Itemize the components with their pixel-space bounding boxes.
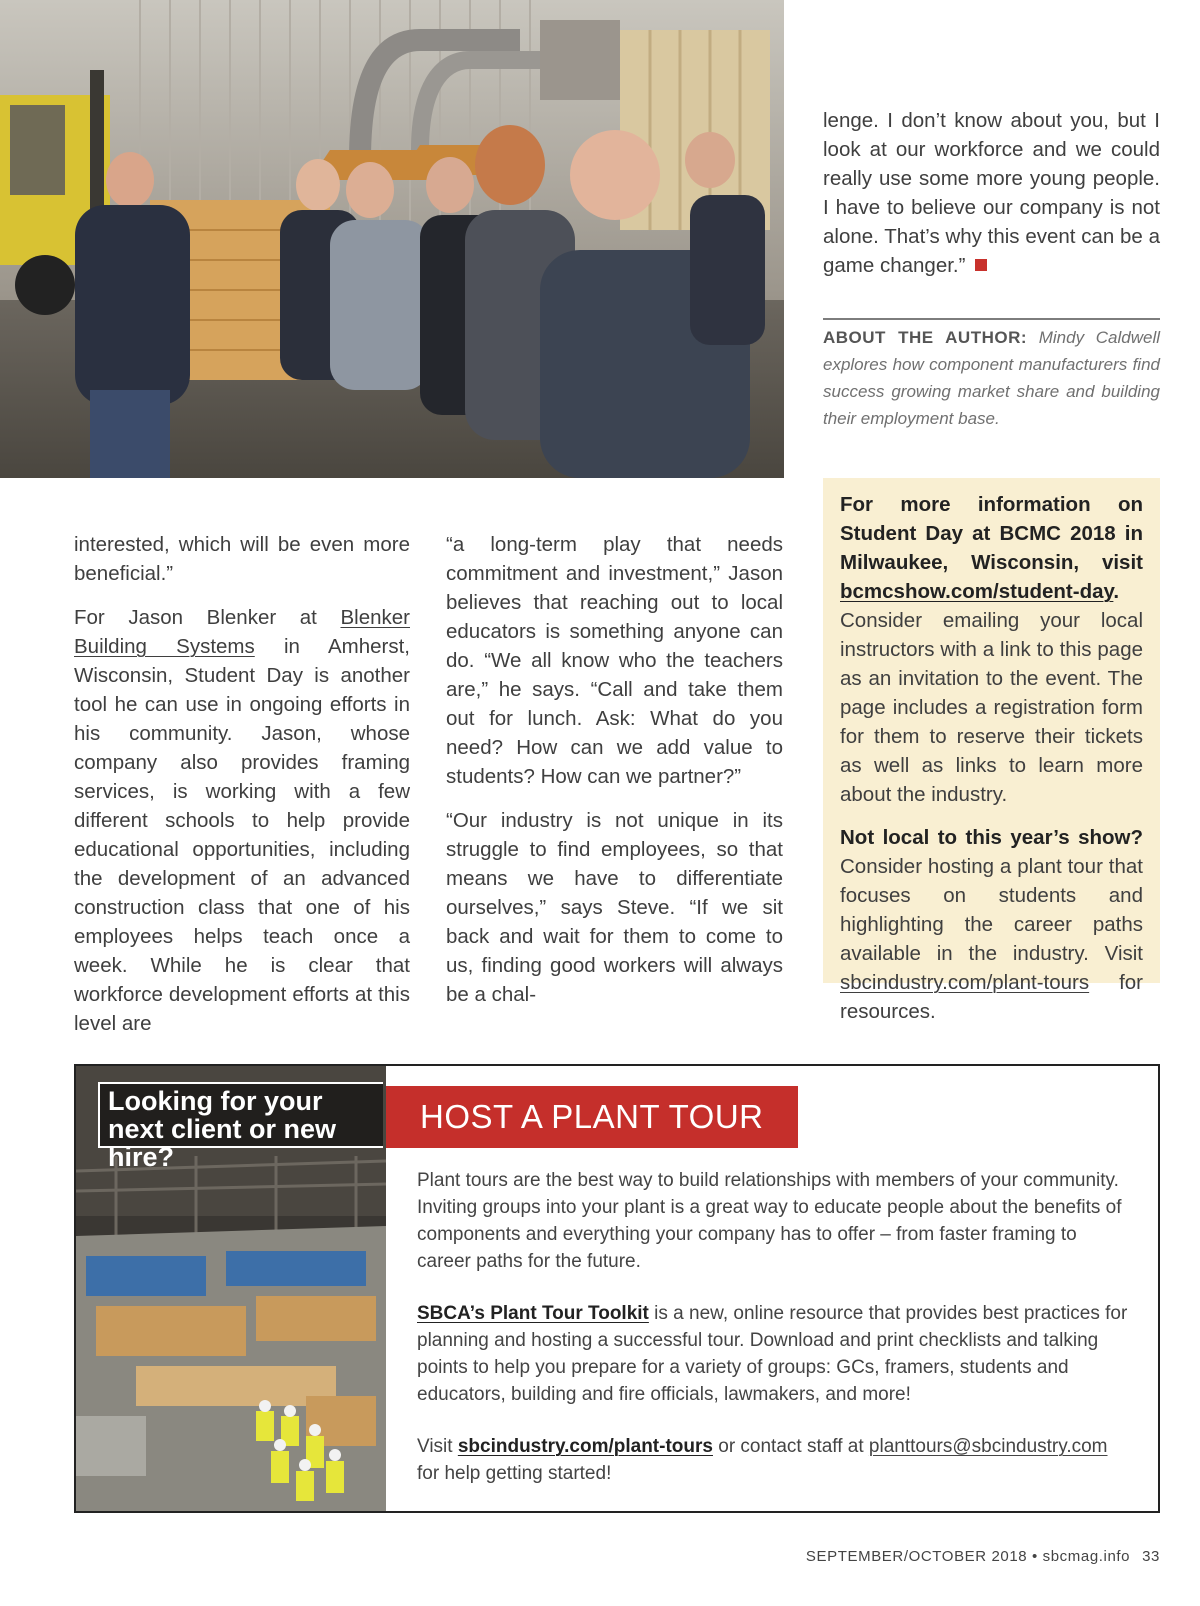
host-plant-tour-ad (74, 1064, 1160, 1513)
col2-paragraph-2: “Our industry is not unique in its struggle to find employees, so that means we have to differentiate ourselves,” says Steve. “If we sit back and wait for them to come to us, finding good workers will always be a chal- (446, 809, 783, 1006)
ad-plant-tours-link[interactable]: sbcindustry.com/plant-tours (457, 1436, 713, 1457)
ad-p3-pre: Visit (417, 1436, 458, 1457)
blenker-building-systems-link[interactable]: Blenker Building Systems (74, 606, 410, 658)
ad-body (417, 1167, 1132, 1512)
sidebar-p2-bold: Not local to this year’s show? (840, 826, 1143, 849)
sidebar-p1-bold: For more information on Student Day at BCMC 2018 in Milwaukee, Wisconsin, visit (840, 493, 1143, 574)
sbcindustry-plant-tours-link[interactable]: sbcindustry.com/plant-tours (840, 971, 1090, 994)
col1-paragraph-2 (74, 603, 410, 1038)
ad-p2-rest: is a new, online resource that provides best practices for planning and hosting a successful tour. Download and print checklists and talking points to help you prepare for a variety of groups: GCs, framers, students and educators, building and fire officials, lawmakers, and more! (417, 1303, 1128, 1405)
sidebar-paragraph-2 (840, 823, 1143, 1026)
article-column-3 (823, 106, 1160, 295)
sidebar-p1-dot: . (1113, 580, 1120, 603)
col2-paragraph-1: “a long-term play that needs commitment and investment,” Jason believes that reaching out to local educators is something anyone can do. “We all know who the teachers are,” he says. “Call and take them out for lunch. Ask: What do you need? How can we add value to students? How can we partner?” (446, 533, 783, 788)
author-label: ABOUT THE AUTHOR: (823, 328, 1028, 347)
ad-p3-post: for help getting started! (417, 1463, 612, 1484)
host-plant-tour-banner: HOST A PLANT TOUR (386, 1086, 798, 1148)
sidebar-p2-post: for resources. (840, 971, 1143, 1023)
col1-paragraph-1: interested, which will be even more beneficial.” (74, 533, 410, 585)
article-column-2 (446, 530, 783, 1024)
ad-paragraph-3 (417, 1433, 1132, 1487)
footer-issue: SEPTEMBER/OCTOBER 2018 • sbcmag.info (805, 1548, 1131, 1565)
author-text: Mindy Caldwell explores how component manufacturers find success growing market share and building their employment base. (823, 328, 1160, 428)
ad-paragraph-1: Plant tours are the best way to build relationships with members of your community. Inviting groups into your plant is a great way to educate people about the benefits of components and everything your company has to offer – from faster framing to career paths for the future. (417, 1170, 1122, 1272)
article-column-1 (74, 530, 410, 1053)
sidebar-paragraph-1 (840, 490, 1143, 809)
student-day-sidebar (823, 478, 1160, 1023)
students-photo-illustration (0, 0, 784, 478)
col3-text: lenge. I don’t know about you, but I look at our workforce and we could really use some more young people. I have to believe our company is not alone. That’s why this event can be a game changer.” (823, 109, 1160, 277)
page-number: 33 (1142, 1548, 1160, 1565)
col3-paragraph (823, 106, 1160, 280)
ad-p3-mid: or contact staff at (712, 1436, 869, 1457)
ad-callout-text: Looking for your next client or new hire? (98, 1082, 383, 1148)
col1-p2-post: in Amherst, Wisconsin, Student Day is another tool he can use in ongoing efforts in his community. Jason, whose company also provides framing services, is working with a few different schools to help provide educational opportunities, including the development of an advanced construction class that one of his employees helps teach once a week. While he is clear that workforce development efforts at this level are (74, 635, 410, 1035)
ad-paragraph-2 (417, 1300, 1132, 1408)
col1-p2-pre: For Jason Blenker at (74, 606, 341, 629)
article-photo-students (0, 0, 784, 478)
sidebar-p2-pre: Consider hosting a plant tour that focuses on students and highlighting the career paths available in the industry. Visit (840, 855, 1143, 965)
about-the-author (823, 318, 1160, 432)
plant-tour-toolkit-link[interactable]: SBCA’s Plant Tour Toolkit (417, 1303, 649, 1324)
article-end-mark (975, 259, 987, 271)
planttours-email-link[interactable]: planttours@sbcindustry.com (868, 1436, 1108, 1457)
sidebar-p1-rest: Consider emailing your local instructors with a link to this page as an invitation to the event. The page includes a registration form for them to reserve their tickets as well as links to learn more about the industry. (840, 609, 1143, 806)
page-footer (806, 1548, 1160, 1565)
bcmcshow-student-day-link[interactable]: bcmcshow.com/student-day (840, 580, 1114, 603)
